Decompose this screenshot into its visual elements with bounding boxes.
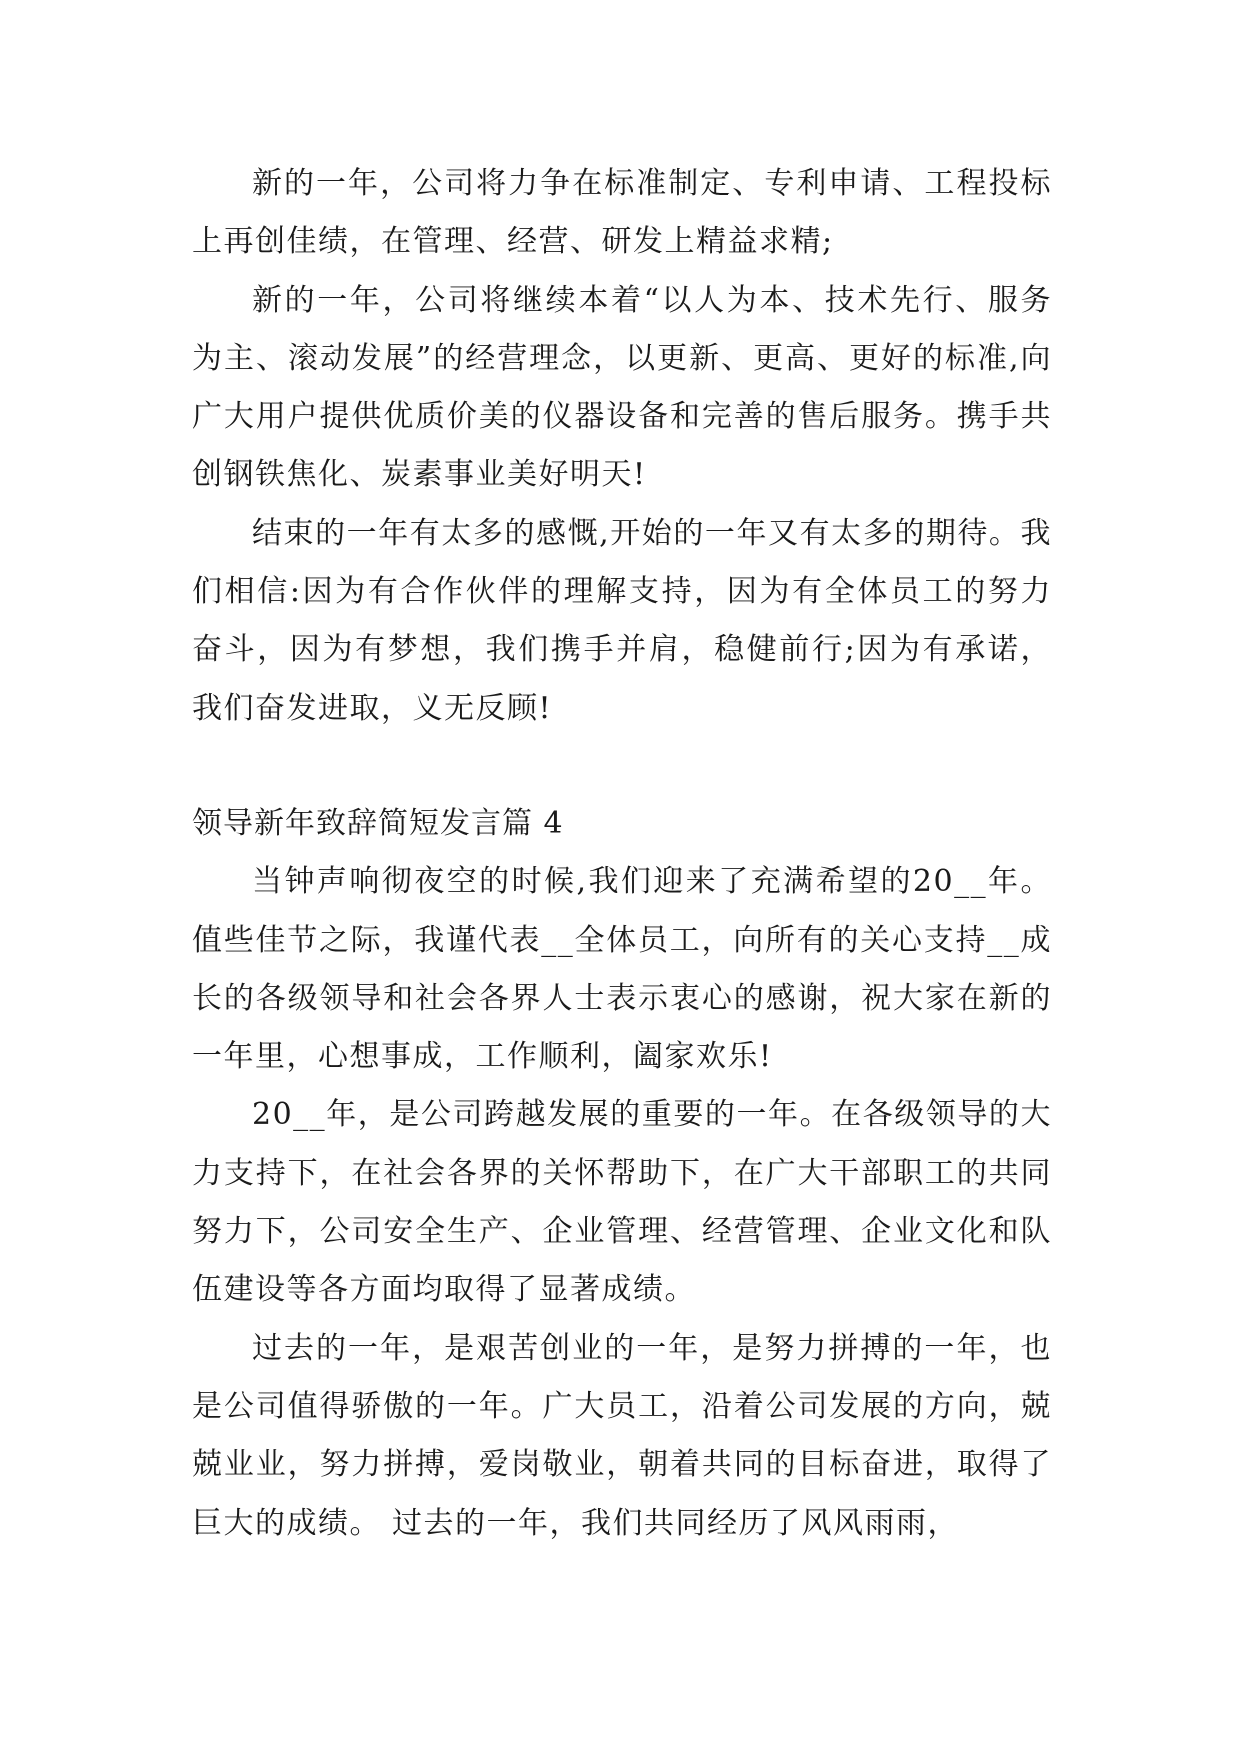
section-heading: 领导新年致辞简短发言篇 4 bbox=[192, 805, 564, 841]
paragraph-standards: 新的一年，公司将力争在标准制定、专利申请、工程投标上再创佳绩，在管理、经营、研发上精益求精; bbox=[192, 166, 1052, 260]
paragraph-new-year-greeting: 当钟声响彻夜空的时候,我们迎来了充满希望的20__年。值些佳节之际，我谨代表__全体员工，向所有的关心支持__成长的各级领导和社会各界人士表示衷心的感谢，祝大家在新的一年里，心想事成，工作顺利，阖家欢乐! bbox=[192, 864, 1052, 1075]
paragraph-expectations: 结束的一年有太多的感慨,开始的一年又有太多的期待。我们相信:因为有合作伙伴的理解支持，因为有全体员工的努力奋斗，因为有梦想，我们携手并肩，稳健前行;因为有承诺，我们奋发进取，义无反顾! bbox=[192, 515, 1052, 726]
document-body bbox=[192, 155, 1052, 1553]
paragraph-year-review: 20__年，是公司跨越发展的重要的一年。在各级领导的大力支持下，在社会各界的关怀帮助下，在广大干部职工的共同努力下，公司安全生产、企业管理、经营管理、企业文化和队伍建设等各方面均取得了显著成绩。 bbox=[192, 1097, 1052, 1308]
paragraph-business-philosophy: 新的一年，公司将继续本着“以人为本、技术先行、服务为主、滚动发展”的经营理念，以更新、更高、更好的标准,向广大用户提供优质价美的仪器设备和完善的售后服务。携手共创钢铁焦化、炭素事业美好明天! bbox=[192, 282, 1052, 493]
paragraph-past-year: 过去的一年，是艰苦创业的一年，是努力拼搏的一年，也是公司值得骄傲的一年。广大员工，沿着公司发展的方向，兢兢业业，努力拼搏，爱岗敬业，朝着共同的目标奋进，取得了巨大的成绩。 过去的一年，我们共同经历了风风雨雨， bbox=[192, 1330, 1052, 1541]
